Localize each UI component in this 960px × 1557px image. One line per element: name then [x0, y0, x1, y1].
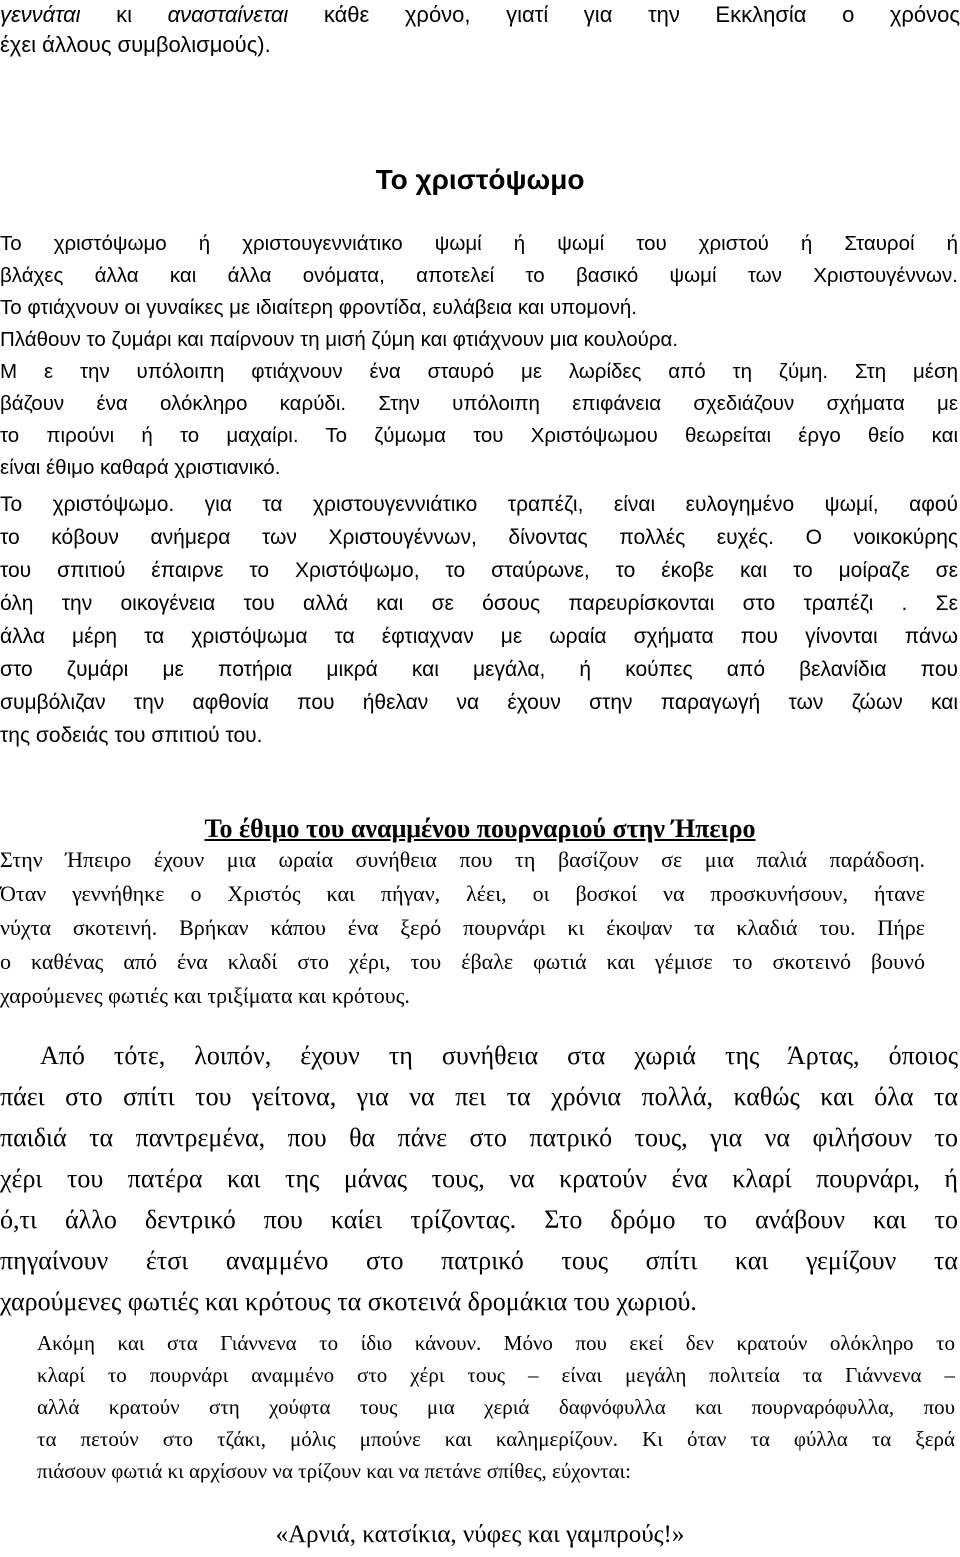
- section3-line: παιδιά τα παντρεμένα, που θα πάνε στο πατρικό τους, για να φιλήσουν το: [0, 1123, 958, 1152]
- section1-line: είναι έθιμο καθαρά χριστιανικό.: [0, 456, 281, 479]
- section1-line: Πλάθουν το ζυμάρι και παίρνουν τη μισή ζύμη και φτιάχνουν μια κουλούρα.: [0, 328, 679, 351]
- section4-line: αλλά κρατούν στη χούφτα τους μια χεριά δαφνόφυλλα και πουρναρόφυλλα, που: [37, 1395, 955, 1419]
- section1-line: Το χριστόψωμο ή χριστουγεννιάτικο ψωμί ή ψωμί του χριστού ή Σταυροί ή: [0, 232, 958, 255]
- section3-line: ό,τι άλλο δεντρικό που καίει τρίζοντας. Στο δρόμο το ανάβουν και το: [0, 1205, 958, 1234]
- section1-paragraph-1: [0, 228, 958, 484]
- closing-quote: «Αρνιά, κατσίκια, νύφες και γαμπρούς!»: [275, 1521, 685, 1548]
- section4-line: Ακόμη και στα Γιάννενα το ίδιο κάνουν. Μόνο που εκεί δεν κρατούν ολόκληρο το: [37, 1331, 955, 1355]
- section1b-line: του σπιτιού έπαιρνε το Χριστόψωμο, το σταύρωνε, το έκοβε και το μοίραζε σε: [0, 559, 958, 582]
- intro-italic-word-1: γεννάται: [0, 2, 81, 27]
- section1-line: Μ ε την υπόλοιπη φτιάχνουν ένα σταυρό με λωρίδες από τη ζύμη. Στη μέση: [0, 360, 958, 383]
- section4-paragraph: [37, 1327, 955, 1487]
- section4-line: τα πετούν στο τζάκι, μόλις μπούνε και καλημερίζουν. Κι όταν τα φύλλα τα ξερά: [37, 1427, 955, 1451]
- section4-line: πιάσουν φωτιά κι αρχίσουν να τρίζουν και να πετάνε σπίθες, εύχονται:: [37, 1459, 632, 1483]
- section1b-line: το κόβουν ανήμερα των Χριστουγέννων, δίνοντας πολλές ευχές. Ο νοικοκύρης: [0, 526, 958, 549]
- section1-line: βάζουν ένα ολόκληρο καρύδι. Στην υπόλοιπη επιφάνεια σχεδιάζουν σχήματα με: [0, 392, 958, 415]
- section2-line: νύχτα σκοτεινή. Βρήκαν κάπου ένα ξερό πουρνάρι κι έκοψαν τα κλαδιά του. Πήρε: [0, 915, 925, 940]
- section1-line: βλάχες άλλα και άλλα ονόματα, αποτελεί το βασικό ψωμί των Χριστουγέννων.: [0, 264, 958, 287]
- section3-line: πηγαίνουν έτσι αναμμένο στο πατρικό τους σπίτι και γεμίζουν τα: [0, 1246, 958, 1275]
- section1-paragraph-2: [0, 488, 958, 752]
- section3-line: χαρούμενες φωτιές και κρότους τα σκοτεινά δρομάκια του χωριού.: [0, 1287, 697, 1316]
- section2-line: χαρούμενες φωτιές και τριξίματα και κρότους.: [0, 983, 410, 1008]
- section2-heading: Το έθιμο του αναμμένου πουρναριού στην Ήπειρο: [204, 814, 756, 843]
- section2-line: ο καθένας από ένα κλαδί στο χέρι, του έβαλε φωτιά και γέμισε το σκοτεινό βουνό: [0, 949, 925, 974]
- section2-line: Στην Ήπειρο έχουν μια ωραία συνήθεια που τη βασίζουν σε μια παλιά παράδοση.: [0, 847, 925, 872]
- intro-paragraph: [0, 0, 960, 60]
- section1b-line: άλλα μέρη τα χριστόψωμα τα έφτιαχναν με ωραία σχήματα που γίνονται πάνω: [0, 625, 958, 648]
- intro-italic-word-2: ανασταίνεται: [167, 2, 289, 27]
- section3-line: Από τότε, λοιπόν, έχουν τη συνήθεια στα χωριά της Άρτας, όποιος: [40, 1041, 958, 1070]
- section1-heading: Το χριστόψωμο: [375, 164, 585, 195]
- section1b-line: της σοδειάς του σπιτιού του.: [0, 724, 263, 747]
- section1b-line: συμβόλιζαν την αφθονία που ήθελαν να έχουν στην παραγωγή των ζώων και: [0, 691, 958, 714]
- section3-paragraph: [0, 1035, 958, 1322]
- section1b-line: στο ζυμάρι με ποτήρια μικρά και μεγάλα, ή κούπες από βελανίδια που: [0, 658, 958, 681]
- section4-line: κλαρί το πουρνάρι αναμμένο στο χέρι τους – είναι μεγάλη πολιτεία τα Γιάννενα –: [37, 1363, 955, 1387]
- section3-line: πάει στο σπίτι του γείτονα, για να πει τα χρόνια πολλά, καθώς και όλα τα: [0, 1082, 958, 1111]
- section1b-line: Το χριστόψωμο. για τα χριστουγεννιάτικο τραπέζι, είναι ευλογημένο ψωμί, αφού: [0, 493, 958, 516]
- intro-line-2: έχει άλλους συμβολισμούς).: [0, 32, 271, 57]
- section2-paragraph: [0, 843, 925, 1013]
- section1b-line: όλη την οικογένεια του αλλά και σε όσους παρευρίσκονται στο τραπέζι . Σε: [0, 592, 958, 615]
- section1-line: Το φτιάχνουν οι γυναίκες με ιδιαίτερη φροντίδα, ευλάβεια και υπομονή.: [0, 296, 637, 319]
- section1-line: το πιρούνι ή το μαχαίρι. Το ζύμωμα του Χριστόψωμου θεωρείται έργο θείο και: [0, 424, 958, 447]
- section2-line: Όταν γεννήθηκε ο Χριστός και πήγαν, λέει, οι βοσκοί να προσκυνήσουν, ήτανε: [0, 881, 925, 906]
- intro-line-1: γεννάται κι ανασταίνεται κάθε χρόνο, γιατί για την Εκκλησία ο χρόνος: [0, 2, 960, 27]
- section3-line: χέρι του πατέρα και της μάνας τους, να κρατούν ένα κλαρί πουρνάρι, ή: [0, 1164, 958, 1193]
